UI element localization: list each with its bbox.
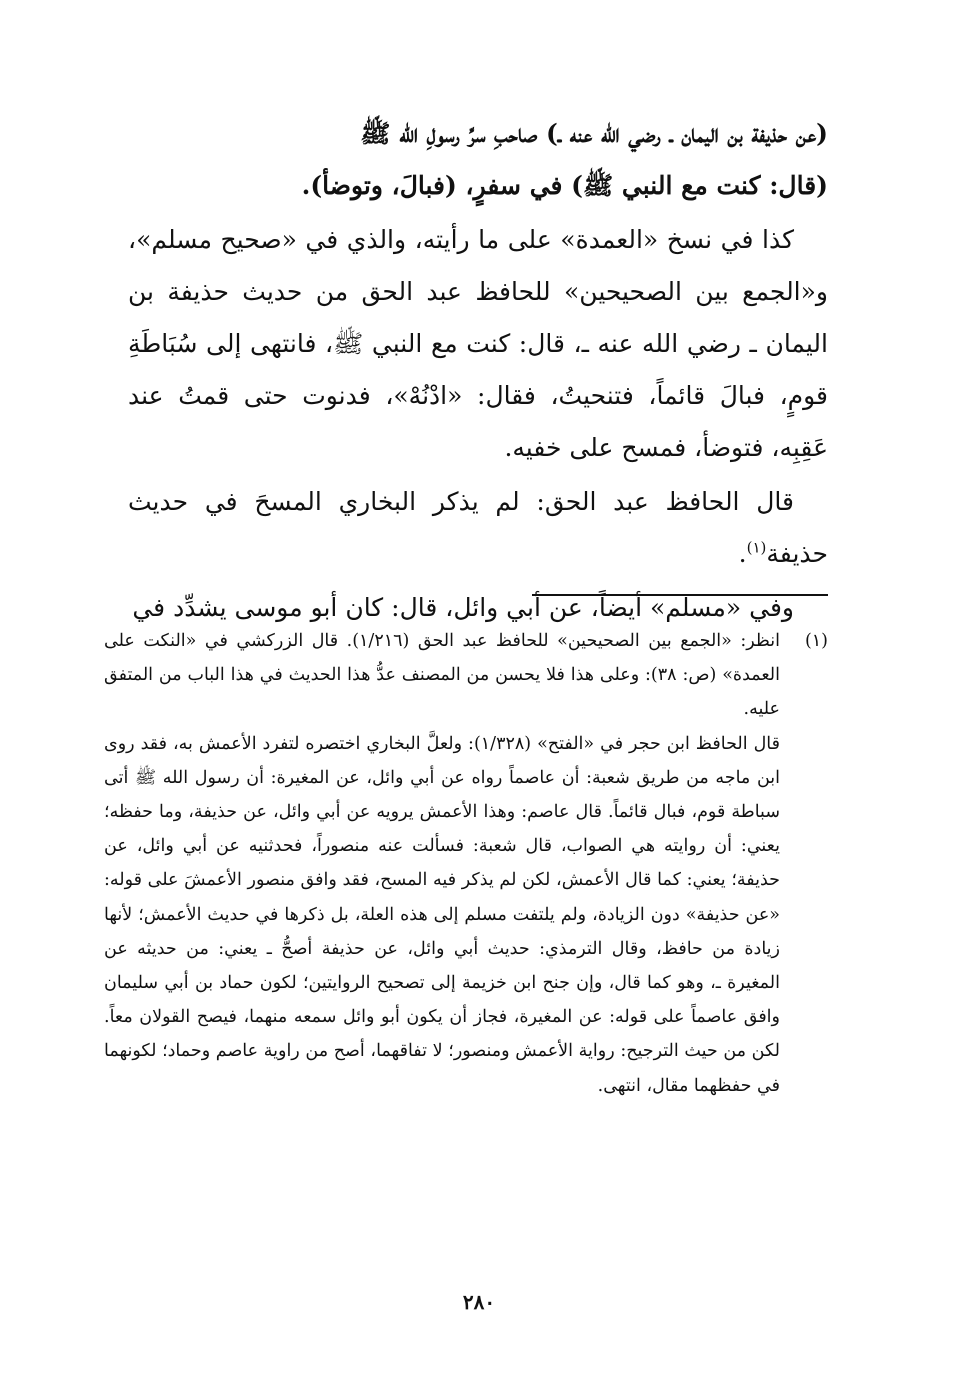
page-number: ٢٨٠: [462, 1290, 496, 1314]
paragraph-2-end: .: [738, 539, 747, 568]
commentary-paragraph-1: كذا في نسخ «العمدة» على ما رأيته، والذي في «صحيح مسلم»، و«الجمع بين الصحيحين» للحافظ عبد الحق من حديث حذيفة بن اليمان ـ رضي الله عنه ـ، قال: كنت مع النبي ﷺ، فانتهى إلى سُبَاطَةِ قومٍ، فبالَ قائماً، فتنحيتُ، فقال: «ادْنُهْ»، فدنوت حتى قمتُ عند عَقِبِه، فتوضأ، فمسح على خفيه.: [128, 225, 828, 462]
commentary-paragraph-3: وفي «مسلم» أيضاً، عن أبي وائل، قال: كان أبو موسى يشدِّد في: [132, 593, 794, 622]
footnotes: [104, 624, 828, 1103]
footnote-paragraph-1: انظر: «الجمع بين الصحيحين» للحافظ عبد الحق (١/٢١٦). قال الزركشي في «النكت على العمدة» (ص: ٣٨): وعلى هذا فلا يحسن من المصنف عدُّ هذا الحديث في هذا الباب من المتفق عليه.: [104, 631, 781, 720]
footnote-separator: [532, 594, 828, 596]
footnote-body: [104, 624, 780, 1103]
heading-line-1: (عن حذيفة بن اليمان ـ رضي الله عنه ـ) صاحبِ سرِّ رسولِ الله ﷺ: [360, 119, 828, 148]
footnote-number: (١): [804, 631, 828, 651]
footnote-paragraph-2: قال الحافظ ابن حجر في «الفتح» (١/٣٢٨): ولعلَّ البخاري اختصره لتفرد الأعمش به، فقد روى ابن ماجه من طريق شعبة: أن عاصماً رواه عن أبي وائل، عن المغيرة: أن رسول الله ﷺ أتى سباطة قوم، فبال قائماً. قال عاصم: وهذا الأعمش يرويه عن أبي وائل، عن حذيفة، وما حفظه؛ يعني: أن روايته هي الصواب، قال شعبة: فسألت عنه منصوراً، فحدثنيه عن أبي وائل، عن حذيفة؛ يعني: كما قال الأعمش، لكن لم يذكر فيه المسح، فقد وافق منصور الأعمشَ على قوله: «عن حذيفة» دون الزيادة، ولم يلتفت مسلم إلى هذه العلة، بل ذكرها في حديث الأعمش؛ لأنها زيادة من حافظ، وقال الترمذي: حديث أبي وائل، عن حذيفة أصحُّ ـ يعني: من حديثه عن المغيرة ـ، وهو كما قال، وإن جنح ابن خزيمة إلى تصحيح الروايتين؛ لكون حماد بن أبي سليمان وافق عاصماً على قوله: عن المغيرة، فجاز أن يكون أبو وائل سمعه منهما، فيصح القولان معاً. لكن من حيث الترجيح: رواية الأعمش ومنصور؛ لا تفاقهما، أصح من راوية عاصم وحماد؛ لكونهما في حفظهما مقال، انتهى.: [104, 733, 781, 1096]
heading-line-2: (قال: كنت مع النبي ﷺ) في سفرٍ، (فبالَ، وتوضأ).: [301, 171, 828, 200]
main-text: [128, 108, 828, 634]
paragraph-2-text: قال الحافظ عبد الحق: لم يذكر البخاري المسحَ في حديث حذيفة: [128, 487, 828, 568]
commentary-paragraph-2: [128, 476, 828, 580]
footnote-reference: (١): [746, 538, 767, 557]
